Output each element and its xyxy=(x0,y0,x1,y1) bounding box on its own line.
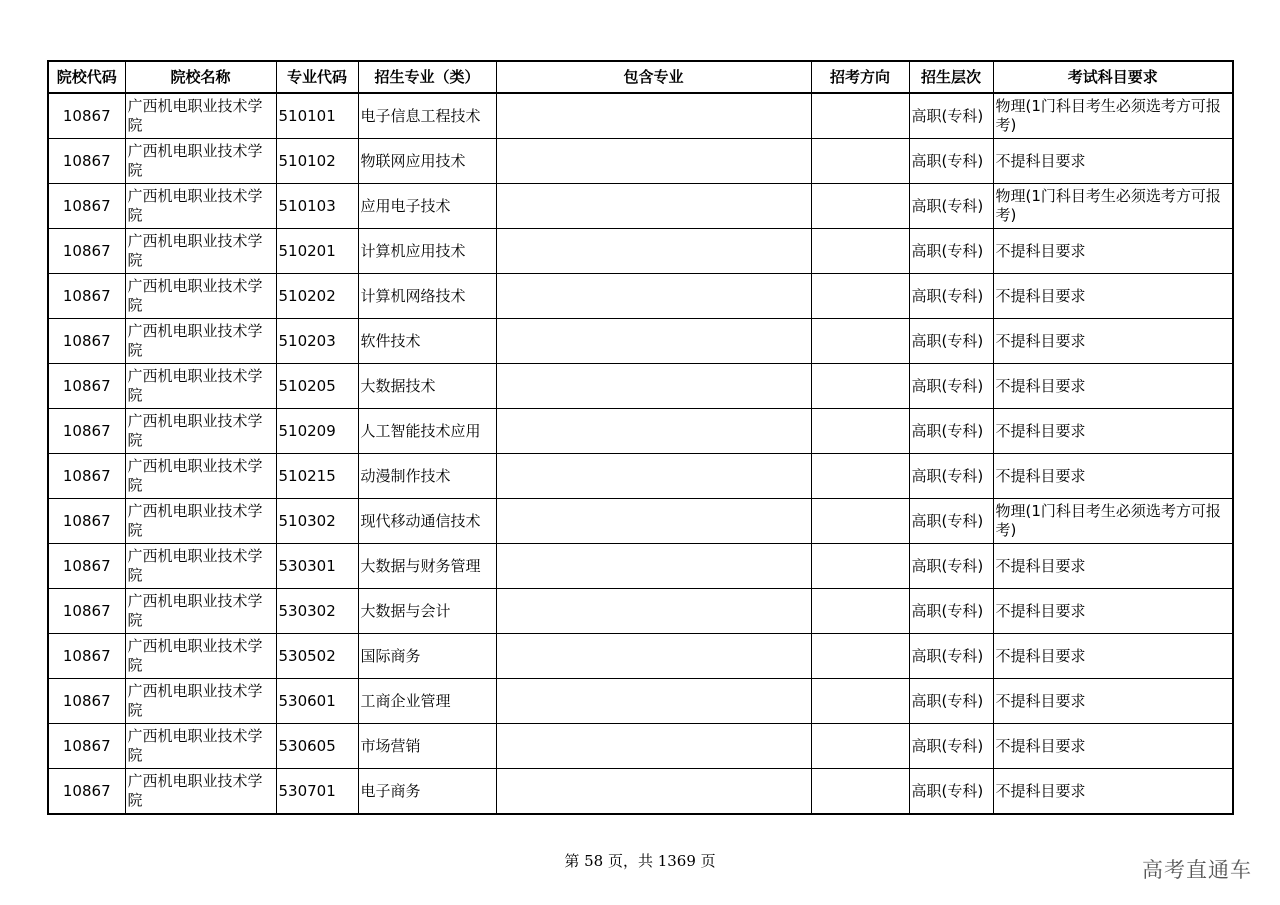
cell-direction xyxy=(811,544,909,589)
cell-major: 物联网应用技术 xyxy=(358,139,496,184)
cell-major-code: 530605 xyxy=(276,724,358,769)
cell-major: 大数据与财务管理 xyxy=(358,544,496,589)
cell-school-name: 广西机电职业技术学院 xyxy=(125,409,276,454)
table-row xyxy=(48,319,1233,364)
cell-level: 高职(专科) xyxy=(909,634,993,679)
cell-direction xyxy=(811,319,909,364)
cell-school-name: 广西机电职业技术学院 xyxy=(125,274,276,319)
cell-school-name: 广西机电职业技术学院 xyxy=(125,229,276,274)
cell-school-code: 10867 xyxy=(48,409,125,454)
cell-requirement: 物理(1门科目考生必须选考方可报考) xyxy=(993,499,1233,544)
cell-level: 高职(专科) xyxy=(909,93,993,139)
cell-major-code: 510102 xyxy=(276,139,358,184)
cell-major-code: 510205 xyxy=(276,364,358,409)
table-row xyxy=(48,229,1233,274)
cell-requirement: 不提科目要求 xyxy=(993,544,1233,589)
cell-requirement: 不提科目要求 xyxy=(993,634,1233,679)
cell-level: 高职(专科) xyxy=(909,544,993,589)
table-row xyxy=(48,139,1233,184)
cell-school-name: 广西机电职业技术学院 xyxy=(125,499,276,544)
cell-direction xyxy=(811,229,909,274)
cell-included-majors xyxy=(496,724,811,769)
cell-direction xyxy=(811,769,909,815)
table-row xyxy=(48,499,1233,544)
table-header-row xyxy=(48,61,1233,93)
cell-major-code: 530301 xyxy=(276,544,358,589)
cell-school-code: 10867 xyxy=(48,319,125,364)
cell-level: 高职(专科) xyxy=(909,724,993,769)
cell-major: 电子商务 xyxy=(358,769,496,815)
cell-major-code: 510101 xyxy=(276,93,358,139)
cell-included-majors xyxy=(496,679,811,724)
cell-requirement: 不提科目要求 xyxy=(993,454,1233,499)
cell-major: 电子信息工程技术 xyxy=(358,93,496,139)
cell-major: 工商企业管理 xyxy=(358,679,496,724)
cell-major: 动漫制作技术 xyxy=(358,454,496,499)
page-number: 第 58 页，共 1369 页 xyxy=(564,852,716,870)
cell-major: 计算机网络技术 xyxy=(358,274,496,319)
cell-school-code: 10867 xyxy=(48,139,125,184)
cell-direction xyxy=(811,364,909,409)
header-school-name: 院校名称 xyxy=(125,61,276,93)
cell-school-code: 10867 xyxy=(48,499,125,544)
cell-included-majors xyxy=(496,769,811,815)
table-row xyxy=(48,724,1233,769)
table-row xyxy=(48,634,1233,679)
cell-included-majors xyxy=(496,274,811,319)
cell-school-name: 广西机电职业技术学院 xyxy=(125,93,276,139)
header-requirement: 考试科目要求 xyxy=(993,61,1233,93)
cell-school-name: 广西机电职业技术学院 xyxy=(125,769,276,815)
cell-major: 软件技术 xyxy=(358,319,496,364)
cell-requirement: 物理(1门科目考生必须选考方可报考) xyxy=(993,93,1233,139)
cell-school-name: 广西机电职业技术学院 xyxy=(125,589,276,634)
cell-requirement: 不提科目要求 xyxy=(993,679,1233,724)
table-row xyxy=(48,364,1233,409)
header-direction: 招考方向 xyxy=(811,61,909,93)
cell-school-code: 10867 xyxy=(48,769,125,815)
cell-school-name: 广西机电职业技术学院 xyxy=(125,184,276,229)
cell-major: 人工智能技术应用 xyxy=(358,409,496,454)
cell-major-code: 510201 xyxy=(276,229,358,274)
cell-school-code: 10867 xyxy=(48,544,125,589)
cell-level: 高职(专科) xyxy=(909,589,993,634)
cell-included-majors xyxy=(496,319,811,364)
cell-major-code: 530502 xyxy=(276,634,358,679)
cell-requirement: 不提科目要求 xyxy=(993,409,1233,454)
cell-level: 高职(专科) xyxy=(909,184,993,229)
cell-requirement: 不提科目要求 xyxy=(993,274,1233,319)
cell-major: 应用电子技术 xyxy=(358,184,496,229)
cell-requirement: 不提科目要求 xyxy=(993,229,1233,274)
cell-major: 国际商务 xyxy=(358,634,496,679)
cell-major-code: 530302 xyxy=(276,589,358,634)
cell-requirement: 不提科目要求 xyxy=(993,319,1233,364)
cell-school-name: 广西机电职业技术学院 xyxy=(125,679,276,724)
table-body xyxy=(48,93,1233,814)
cell-requirement: 不提科目要求 xyxy=(993,589,1233,634)
table-row xyxy=(48,769,1233,815)
cell-school-code: 10867 xyxy=(48,724,125,769)
cell-level: 高职(专科) xyxy=(909,769,993,815)
table-row xyxy=(48,93,1233,139)
cell-level: 高职(专科) xyxy=(909,364,993,409)
cell-included-majors xyxy=(496,499,811,544)
cell-direction xyxy=(811,184,909,229)
cell-requirement: 不提科目要求 xyxy=(993,139,1233,184)
cell-major: 现代移动通信技术 xyxy=(358,499,496,544)
cell-major-code: 510203 xyxy=(276,319,358,364)
cell-direction xyxy=(811,724,909,769)
header-major: 招生专业（类） xyxy=(358,61,496,93)
cell-direction xyxy=(811,454,909,499)
header-level: 招生层次 xyxy=(909,61,993,93)
cell-direction xyxy=(811,679,909,724)
table-row xyxy=(48,589,1233,634)
cell-school-name: 广西机电职业技术学院 xyxy=(125,454,276,499)
cell-major: 大数据与会计 xyxy=(358,589,496,634)
cell-direction xyxy=(811,589,909,634)
header-included-majors: 包含专业 xyxy=(496,61,811,93)
cell-major-code: 510302 xyxy=(276,499,358,544)
cell-major-code: 510215 xyxy=(276,454,358,499)
cell-school-code: 10867 xyxy=(48,589,125,634)
cell-school-name: 广西机电职业技术学院 xyxy=(125,544,276,589)
cell-level: 高职(专科) xyxy=(909,139,993,184)
table-row xyxy=(48,274,1233,319)
cell-school-code: 10867 xyxy=(48,93,125,139)
table-row xyxy=(48,679,1233,724)
cell-level: 高职(专科) xyxy=(909,274,993,319)
cell-school-name: 广西机电职业技术学院 xyxy=(125,319,276,364)
cell-level: 高职(专科) xyxy=(909,454,993,499)
cell-included-majors xyxy=(496,184,811,229)
cell-included-majors xyxy=(496,364,811,409)
cell-level: 高职(专科) xyxy=(909,319,993,364)
cell-school-code: 10867 xyxy=(48,274,125,319)
cell-major-code: 530601 xyxy=(276,679,358,724)
cell-level: 高职(专科) xyxy=(909,409,993,454)
cell-school-code: 10867 xyxy=(48,364,125,409)
cell-major-code: 510103 xyxy=(276,184,358,229)
cell-included-majors xyxy=(496,544,811,589)
cell-major: 市场营销 xyxy=(358,724,496,769)
cell-included-majors xyxy=(496,634,811,679)
header-school-code: 院校代码 xyxy=(48,61,125,93)
cell-school-code: 10867 xyxy=(48,454,125,499)
cell-level: 高职(专科) xyxy=(909,229,993,274)
cell-direction xyxy=(811,409,909,454)
cell-direction xyxy=(811,93,909,139)
cell-school-code: 10867 xyxy=(48,679,125,724)
cell-major-code: 510202 xyxy=(276,274,358,319)
cell-school-name: 广西机电职业技术学院 xyxy=(125,139,276,184)
cell-level: 高职(专科) xyxy=(909,499,993,544)
cell-requirement: 物理(1门科目考生必须选考方可报考) xyxy=(993,184,1233,229)
cell-included-majors xyxy=(496,229,811,274)
cell-school-code: 10867 xyxy=(48,634,125,679)
cell-included-majors xyxy=(496,409,811,454)
cell-school-name: 广西机电职业技术学院 xyxy=(125,364,276,409)
cell-direction xyxy=(811,499,909,544)
cell-included-majors xyxy=(496,139,811,184)
cell-school-code: 10867 xyxy=(48,229,125,274)
cell-requirement: 不提科目要求 xyxy=(993,769,1233,815)
cell-major-code: 510209 xyxy=(276,409,358,454)
header-major-code: 专业代码 xyxy=(276,61,358,93)
cell-requirement: 不提科目要求 xyxy=(993,364,1233,409)
cell-school-name: 广西机电职业技术学院 xyxy=(125,724,276,769)
cell-school-name: 广西机电职业技术学院 xyxy=(125,634,276,679)
cell-direction xyxy=(811,274,909,319)
watermark-logo: 高考直通车 xyxy=(1142,858,1252,882)
table-row xyxy=(48,544,1233,589)
cell-major: 计算机应用技术 xyxy=(358,229,496,274)
cell-included-majors xyxy=(496,454,811,499)
cell-included-majors xyxy=(496,589,811,634)
cell-included-majors xyxy=(496,93,811,139)
cell-major: 大数据技术 xyxy=(358,364,496,409)
cell-major-code: 530701 xyxy=(276,769,358,815)
table-row xyxy=(48,454,1233,499)
table-row xyxy=(48,409,1233,454)
admissions-table xyxy=(47,60,1234,815)
table-row xyxy=(48,184,1233,229)
cell-level: 高职(专科) xyxy=(909,679,993,724)
cell-direction xyxy=(811,634,909,679)
cell-direction xyxy=(811,139,909,184)
cell-school-code: 10867 xyxy=(48,184,125,229)
cell-requirement: 不提科目要求 xyxy=(993,724,1233,769)
